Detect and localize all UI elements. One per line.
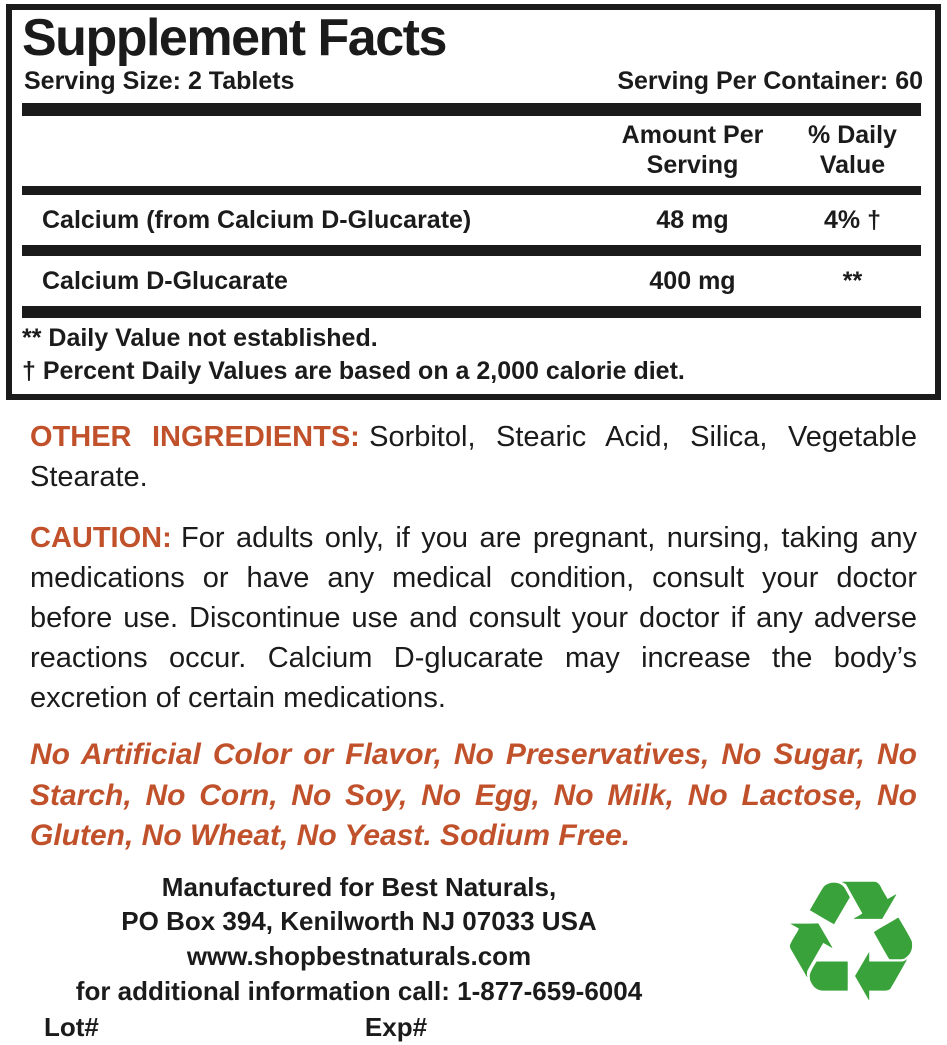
other-ingredients-paragraph xyxy=(30,417,917,497)
caution-section xyxy=(0,518,947,718)
table-header-row xyxy=(22,116,925,186)
manufacturer-line: Manufactured for Best Naturals, xyxy=(161,871,557,902)
recycle-glyph: ♻ xyxy=(775,844,927,1040)
serving-info-row xyxy=(22,65,925,103)
manufacturer-block xyxy=(14,870,704,1045)
nutrient-name: Calcium D-Glucarate xyxy=(42,266,288,295)
nutrient-dv: 4% † xyxy=(824,205,881,234)
panel-title: Supplement Facts xyxy=(22,9,446,67)
caution-text: For adults only, if you are pregnant, nursing, taking any medications or have any medical condition, consult your doctor before use. Discontinue use and consult your doctor if any adverse reactions occur. Calcium D-glucarate may increase the body’s excretion of certain medications. xyxy=(30,522,917,715)
nutrient-amount: 400 mg xyxy=(649,266,736,295)
nutrient-dv: ** xyxy=(842,266,863,295)
other-ingredients-section xyxy=(0,417,947,497)
divider xyxy=(22,306,921,318)
recycle-icon xyxy=(761,844,941,1040)
caution-label: CAUTION: xyxy=(30,522,172,555)
nutrient-name: Calcium (from Calcium D-Glucarate) xyxy=(42,205,472,234)
supplement-label xyxy=(0,4,947,1042)
divider xyxy=(22,245,921,256)
table-row xyxy=(22,195,925,245)
divider xyxy=(22,186,921,195)
divider-thick xyxy=(22,103,921,116)
percent-daily-value-header: % Daily Value xyxy=(808,121,897,179)
other-ingredients-label: OTHER INGREDIENTS: xyxy=(30,421,360,454)
nutrient-amount: 48 mg xyxy=(656,205,729,234)
caution-paragraph xyxy=(30,518,917,718)
servings-per-container: Serving Per Container: 60 xyxy=(617,67,923,96)
free-claims-paragraph: No Artificial Color or Flavor, No Preservatives, No Sugar, No Starch, No Corn, No Soy, No Egg, No Milk, No Lactose, No Gluten, No Wheat, No Yeast. Sodium Free. xyxy=(30,738,917,853)
supplement-facts-panel xyxy=(6,4,941,400)
manufacturer-phone: for additional information call: 1-877-659-6004 xyxy=(75,976,643,1007)
table-row xyxy=(22,256,925,306)
free-claims-section xyxy=(0,735,947,857)
manufacturer-website: www.shopbestnaturals.com xyxy=(186,941,532,972)
amount-per-serving-header: Amount Per Serving xyxy=(621,121,764,179)
serving-size: Serving Size: 2 Tablets xyxy=(24,67,295,96)
manufacturer-address: PO Box 394, Kenilworth NJ 07033 USA xyxy=(121,906,597,937)
other-ingredients-text: Sorbitol, Stearic Acid, Silica, Vegetable Stearate. xyxy=(30,421,917,494)
footnote-daily-value: ** Daily Value not established. xyxy=(22,324,378,353)
footnotes xyxy=(22,318,925,390)
lot-exp-row xyxy=(14,1010,704,1045)
lot-label: Lot# xyxy=(44,1011,99,1042)
exp-label: Exp# xyxy=(364,1011,428,1042)
footnote-percent-dv: † Percent Daily Values are based on a 2,000 calorie diet. xyxy=(22,357,685,386)
